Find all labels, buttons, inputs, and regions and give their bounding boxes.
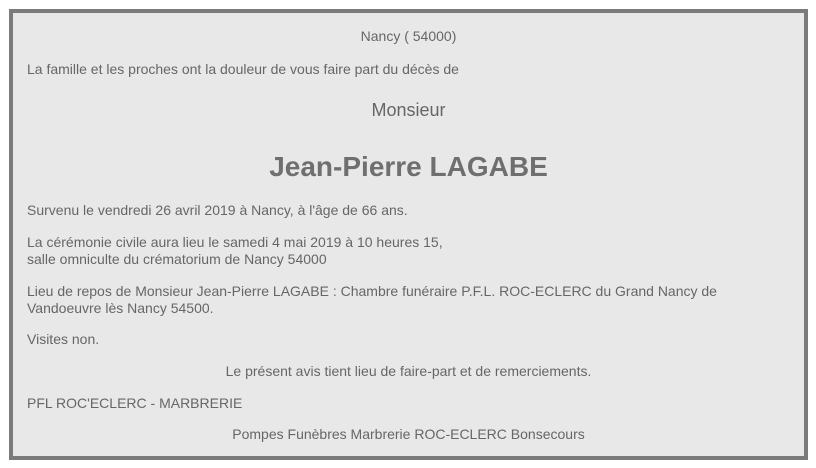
notice-statement: Le présent avis tient lieu de faire-part et de remerciements. [225,363,592,379]
repose-text-line1: Lieu de repos de Monsieur Jean-Pierre LAGABE : Chambre funéraire P.F.L. ROC-ECLERC du Grand Nancy de [27,283,717,299]
visits-text: Visites non. [27,331,100,347]
repose-text-line2: Vandoeuvre lès Nancy 54500. [27,300,214,316]
deceased-name: Jean-Pierre LAGABE [269,151,548,182]
ceremony-text-line1: La cérémonie civile aura lieu le samedi 4 mai 2019 à 10 heures 15, [27,234,443,250]
honorific-title: Monsieur [371,100,446,120]
company-name: PFL ROC'ECLERC - MARBRERIE [27,395,243,411]
location-text: Nancy ( 54000) [360,28,457,44]
obituary-notice [9,9,808,460]
death-text: Survenu le vendredi 26 avril 2019 à Nancy, à l'âge de 66 ans. [27,202,408,218]
intro-text: La famille et les proches ont la douleur de vous faire part du décès de [27,61,459,77]
footer-text: Pompes Funèbres Marbrerie ROC-ECLERC Bonsecours [232,426,585,442]
ceremony-text-line2: salle omniculte du crématorium de Nancy 54000 [27,251,327,267]
